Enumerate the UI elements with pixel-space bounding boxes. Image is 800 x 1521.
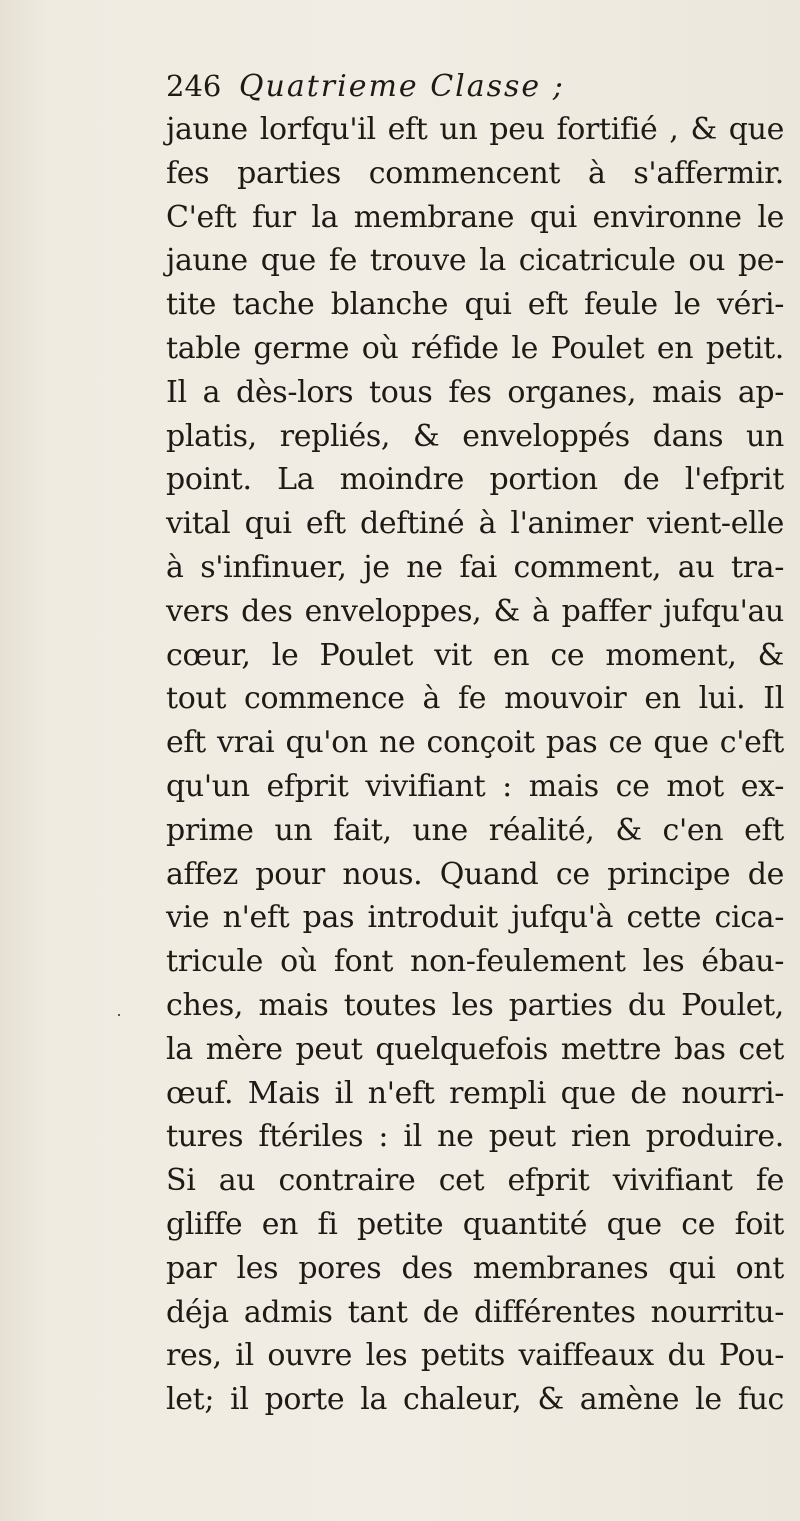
text-line: vie n'eft pas introduit jufqu'à cette cica- <box>166 900 784 936</box>
text-line: platis, repliés, & enveloppés dans un <box>166 418 784 454</box>
text-line: Si au contraire cet efprit vivifiant fe <box>166 1163 784 1199</box>
text-line: jaune que fe trouve la cicatricule ou pe- <box>166 243 784 279</box>
text-line: jaune lorfqu'il eft un peu fortifié , & que <box>166 112 784 147</box>
text-line: déja admis tant de différentes nourritu- <box>166 1294 784 1330</box>
text-line: Il a dès-lors tous fes organes, mais ap- <box>166 374 784 410</box>
text-line: tout commence à fe mouvoir en lui. Il <box>166 681 784 717</box>
body-text <box>166 108 784 1422</box>
text-line: affez pour nous. Quand ce principe de <box>166 856 784 892</box>
text-line: gliffe en fi petite quantité que ce foit <box>166 1206 784 1242</box>
text-line: vers des enveloppes, & à paffer jufqu'au <box>166 593 784 629</box>
running-title: Quatrieme Classe ; <box>238 69 565 104</box>
text-line: let; il porte la chaleur, & amène le fuc <box>166 1382 784 1418</box>
text-line: table germe où réfide le Poulet en petit. <box>166 330 784 366</box>
text-line: prime un fait, une réalité, & c'en eft <box>166 812 784 848</box>
text-line: tures ftériles : il ne peut rien produire. <box>166 1119 784 1155</box>
text-line: point. La moindre portion de l'efprit <box>166 462 784 498</box>
text-line: vital qui eft deftiné à l'animer vient-elle <box>166 506 784 542</box>
text-line: œuf. Mais il n'eft rempli que de nourri- <box>166 1075 784 1111</box>
running-head <box>166 66 766 107</box>
text-line: tricule où font non-feulement les ébau- <box>166 944 784 980</box>
text-line: la mère peut quelquefois mettre bas cet <box>166 1031 784 1067</box>
text-line: fes parties commencent à s'affermir. <box>166 155 784 191</box>
margin-speck <box>118 1014 120 1016</box>
text-line: ches, mais toutes les parties du Poulet, <box>166 987 784 1023</box>
text-line: à s'infinuer, je ne fai comment, au tra- <box>166 549 784 585</box>
page-number: 246 <box>166 69 222 103</box>
text-line: tite tache blanche qui eft feule le véri- <box>166 287 784 323</box>
text-line: C'eft fur la membrane qui environne le <box>166 199 784 235</box>
text-line: par les pores des membranes qui ont <box>166 1250 784 1286</box>
text-line: cœur, le Poulet vit en ce moment, & <box>166 637 784 673</box>
text-line: res, il ouvre les petits vaiffeaux du Pou- <box>166 1338 784 1374</box>
text-line: qu'un efprit vivifiant : mais ce mot ex- <box>166 768 784 804</box>
text-line: eft vrai qu'on ne conçoit pas ce que c'eft <box>166 725 784 761</box>
